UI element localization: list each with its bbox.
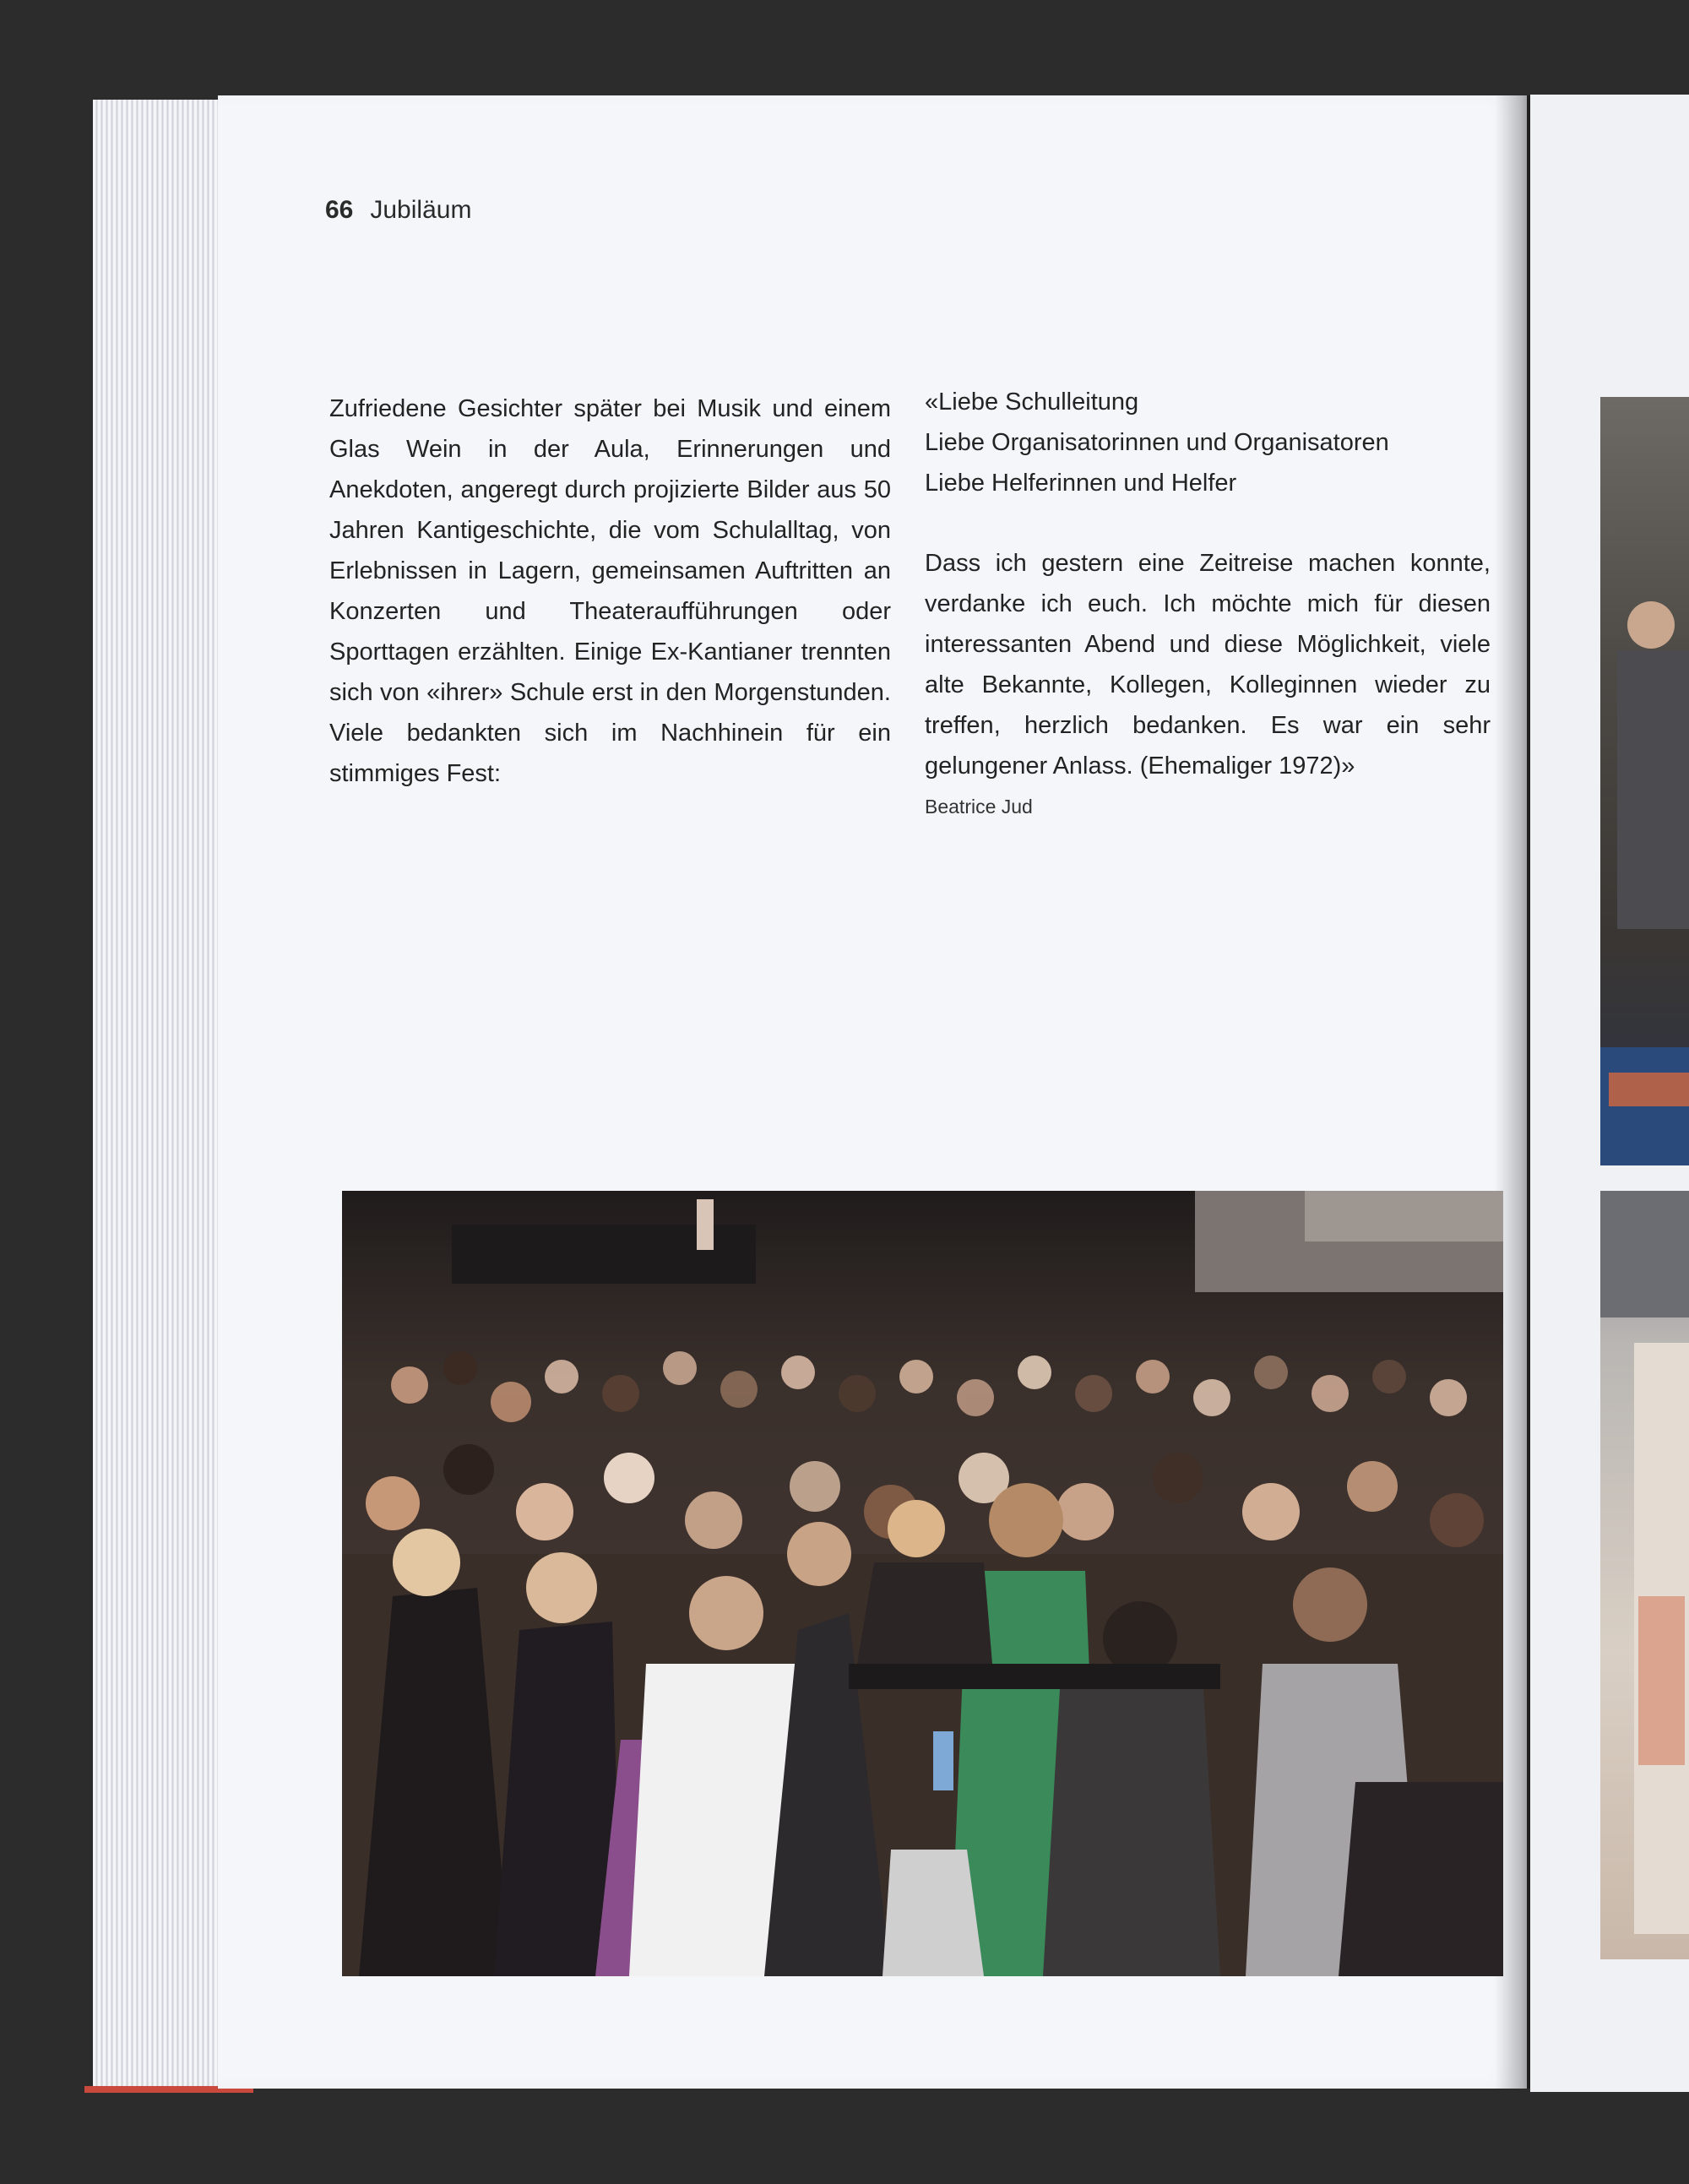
salutation-line: Liebe Organisatorinnen und Organisatoren <box>925 429 1389 456</box>
quote-attribution: Beatrice Jud <box>925 796 1033 818</box>
section-title: Jubiläum <box>370 196 472 224</box>
adjacent-page-photo-top <box>1600 397 1689 1165</box>
letter-quote-column <box>925 382 1491 823</box>
adjacent-photo-bottom-illustration <box>1600 1191 1689 1959</box>
intro-text-column <box>329 388 891 794</box>
adjacent-page-photo-bottom <box>1600 1191 1689 1959</box>
adjacent-photo-top-illustration <box>1600 397 1689 1165</box>
letter-salutation <box>925 382 1491 503</box>
salutation-line: Liebe Helferinnen und Helfer <box>925 470 1237 497</box>
page-number: 66 <box>325 196 354 224</box>
crowd-event-photo <box>342 1191 1503 1976</box>
salutation-line: «Liebe Schulleitung <box>925 388 1139 416</box>
letter-body: Dass ich gestern eine Zeitreise machen konnte, verdanke ich euch. Ich möchte mich für diesen interessanten Abend und diese Möglichkeit, viele alte Bekannte, Kollegen, Kolleginnen wieder zu treffen, herzlich bedanken. Es war ein sehr gelungener Anlass. (Ehemaliger 1972)» <box>925 550 1491 780</box>
page-header <box>325 196 471 225</box>
crowd-photo-illustration <box>342 1191 1503 1976</box>
intro-paragraph: Zufriedene Gesichter später bei Musik und einem Glas Wein in der Aula, Erinnerungen und Anekdoten, angeregt durch projizierte Bilder aus 50 Jahren Kantigeschichte, die vom Schulalltag, von Erlebnissen in Lagern, gemeinsamen Auftritten an Konzerten und Theateraufführungen oder Sporttagen erzählten. Einige Ex-Kantianer trennten sich von «ihrer» Schule erst in den Morgenstunden. Viele bedankten sich im Nachhinein für ein stimmiges Fest: <box>329 395 891 787</box>
